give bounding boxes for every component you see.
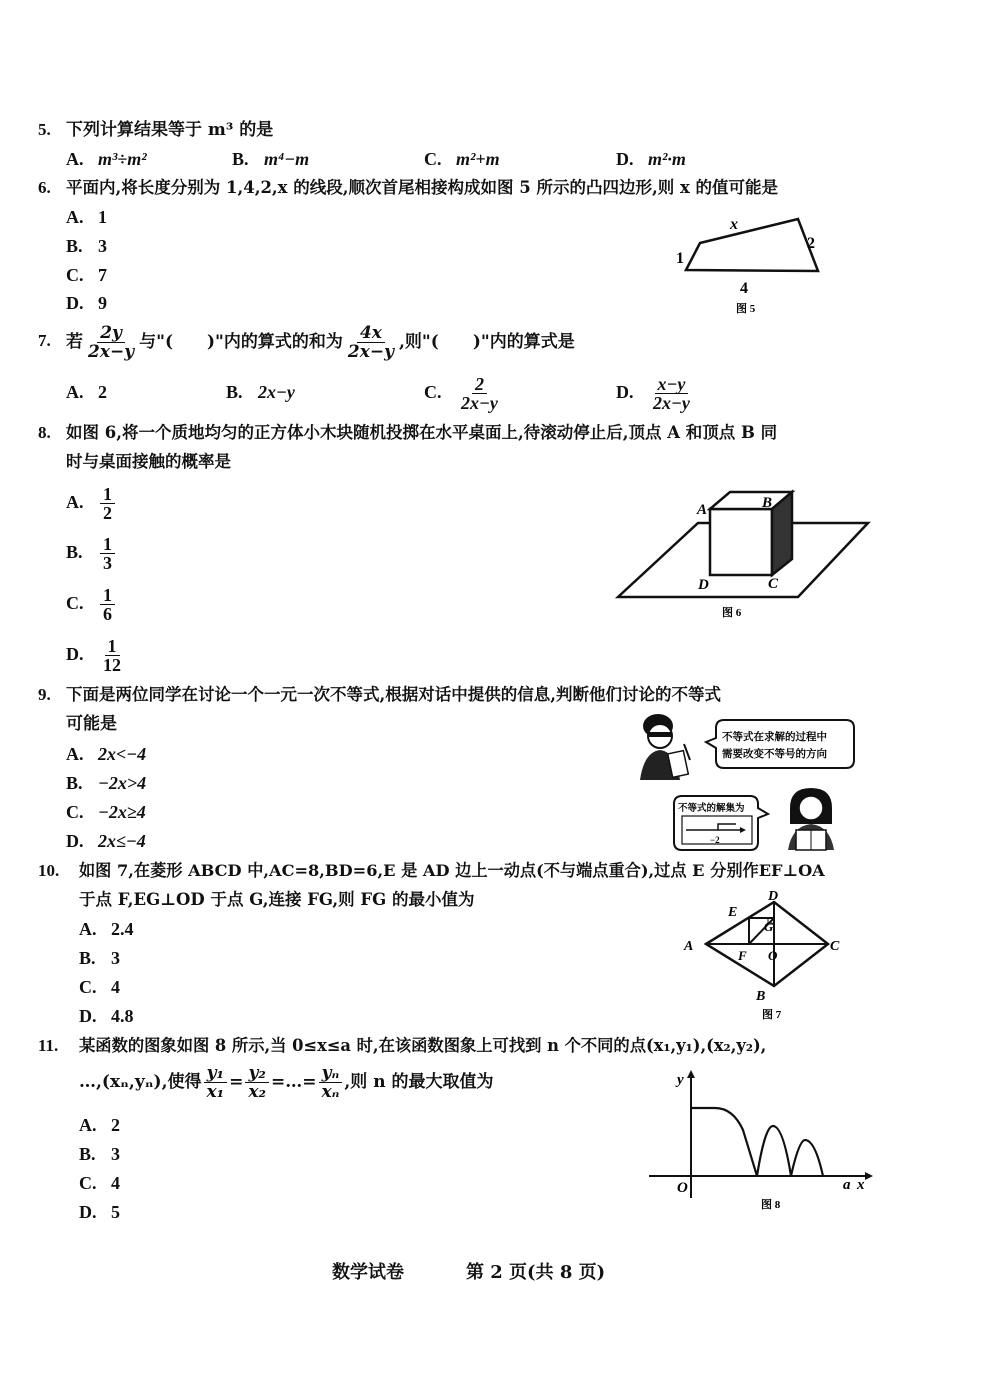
q8-option-d xyxy=(66,632,126,676)
fraction-numerator: yₙ xyxy=(319,1064,343,1083)
option-letter: D. xyxy=(616,149,634,169)
bubble1-line2: 需要改变不等号的方向 xyxy=(722,749,827,760)
q10-stem-line2: 于点 F,EG⊥OD 于点 G,连接 FG,则 FG 的最小值为 xyxy=(79,890,475,909)
q7-fraction-2 xyxy=(345,324,397,361)
fraction-denominator: 3 xyxy=(103,553,112,574)
q9-stem-line2: 可能是 xyxy=(66,714,117,734)
q10-option-a xyxy=(79,918,134,940)
option-letter: B. xyxy=(66,236,83,256)
option-text: 3 xyxy=(111,948,120,968)
option-text: m²·m xyxy=(648,149,686,169)
fig7-label-d: D xyxy=(768,889,779,904)
fig8-label-x: x xyxy=(857,1177,865,1193)
fig8-label-o: O xyxy=(677,1180,688,1196)
q9-stem-line1: 下面是两位同学在讨论一个一元一次不等式,根据对话中提供的信息,判断他们讨论的不等式 xyxy=(66,685,721,704)
y-axis-arrow xyxy=(687,1070,695,1078)
option-text: 2 xyxy=(98,382,107,402)
option-fraction xyxy=(100,637,124,674)
option-letter: A. xyxy=(66,149,84,169)
option-letter: A. xyxy=(66,382,84,402)
option-fraction xyxy=(650,375,693,412)
option-letter: B. xyxy=(79,948,96,968)
fig6-label-b: B xyxy=(762,495,773,511)
option-letter: B. xyxy=(79,1144,96,1164)
option-fraction xyxy=(100,535,115,572)
option-letter: B. xyxy=(66,542,83,562)
bubble2-value: −2 xyxy=(710,835,720,845)
q10-stem-line1: 如图 7,在菱形 ABCD 中,AC=8,BD=6,E 是 AD 边上一动点(不与端点重合),过点 E 分别作EF⊥OA xyxy=(79,861,825,880)
fig8-label-a: a xyxy=(843,1177,851,1193)
option-fraction xyxy=(458,375,501,412)
q9-option-c xyxy=(66,801,146,823)
q6-option-d xyxy=(66,292,107,314)
q5-number: 5. xyxy=(38,120,51,139)
q8-option-c xyxy=(66,581,117,625)
fraction-numerator: y₂ xyxy=(245,1064,268,1083)
fig8-caption: 图 8 xyxy=(761,1199,781,1211)
option-letter: A. xyxy=(79,919,97,939)
option-text: 3 xyxy=(98,236,107,256)
fraction-numerator: 2 xyxy=(472,375,487,394)
q6-number: 6. xyxy=(38,178,51,197)
fig6-caption: 图 6 xyxy=(722,607,742,619)
q7-option-d xyxy=(616,370,695,414)
option-letter: C. xyxy=(424,382,442,402)
q11-stem-line2 xyxy=(79,1062,494,1102)
fraction-denominator: 2x−y xyxy=(461,393,498,414)
option-letter: A. xyxy=(66,744,84,764)
q7-option-c xyxy=(424,370,503,414)
option-letter: A. xyxy=(79,1115,97,1135)
fig7-label-f: F xyxy=(738,948,747,963)
fraction-denominator: 2x−y xyxy=(88,342,135,362)
q6-option-b xyxy=(66,235,107,257)
fraction-denominator: x₂ xyxy=(248,1082,266,1102)
speech-bubble-1 xyxy=(706,720,854,768)
q8-option-a xyxy=(66,480,117,524)
q11-option-c xyxy=(79,1172,120,1194)
fig8-label-y: y xyxy=(677,1072,684,1088)
q10-option-c xyxy=(79,976,120,998)
option-letter: C. xyxy=(66,265,84,285)
option-text: 9 xyxy=(98,293,107,313)
fig7-label-o: O xyxy=(768,948,778,963)
fig6-label-a: A xyxy=(697,502,708,518)
option-text: m³÷m² xyxy=(98,149,147,169)
fig5-label-2: 2 xyxy=(807,235,815,252)
q7-option-a xyxy=(66,381,107,403)
q5-option-d xyxy=(616,148,686,170)
fraction-numerator: 2y xyxy=(97,324,125,343)
fig6-label-c: C xyxy=(768,576,779,592)
q10-option-b xyxy=(79,947,120,969)
fig5-label-x: x xyxy=(730,216,738,233)
fig7-label-g: G xyxy=(764,919,774,934)
q11-option-d xyxy=(79,1201,120,1223)
option-letter: C. xyxy=(66,802,84,822)
q7-stem xyxy=(66,322,575,362)
option-letter: D. xyxy=(66,644,84,664)
option-letter: C. xyxy=(66,593,84,613)
option-text: 1 xyxy=(98,207,107,227)
q8-stem-line1: 如图 6,将一个质地均匀的正方体小木块随机投掷在水平桌面上,待滚动停止后,顶点 A 和顶点 B 同 xyxy=(66,423,778,442)
q11-fraction-1 xyxy=(204,1064,228,1101)
fraction-numerator: 1 xyxy=(100,485,115,504)
fig7-label-a: A xyxy=(684,939,694,954)
fraction-denominator: xₙ xyxy=(321,1082,340,1102)
fig5-label-1: 1 xyxy=(676,250,684,267)
option-letter: D. xyxy=(79,1202,97,1222)
dialogue-figure xyxy=(636,708,866,853)
fraction-denominator: 6 xyxy=(103,604,112,625)
q11-stem-b: ,则 n 的最大取值为 xyxy=(344,1072,494,1092)
q11-stem-a: …,(xₙ,yₙ),使得 xyxy=(79,1072,202,1092)
fraction-denominator: 12 xyxy=(103,655,121,676)
option-text: 3 xyxy=(111,1144,120,1164)
option-text: 2.4 xyxy=(111,919,134,939)
fig7-label-b: B xyxy=(756,989,766,1004)
q5-option-b xyxy=(232,148,309,170)
q9-option-a xyxy=(66,743,146,765)
fraction-denominator: x₁ xyxy=(206,1082,225,1102)
q9-option-d xyxy=(66,830,146,852)
q5-option-c xyxy=(424,148,500,170)
q7-stem-a: 若 xyxy=(66,332,83,352)
q10-number: 10. xyxy=(38,861,60,880)
q7-option-b xyxy=(226,381,295,403)
q11-fraction-2 xyxy=(245,1064,269,1101)
q11-number: 11. xyxy=(38,1036,59,1055)
q8-option-b xyxy=(66,530,117,574)
option-letter: D. xyxy=(79,1006,97,1026)
option-letter: D. xyxy=(66,293,84,313)
fig7-caption: 图 7 xyxy=(762,1009,782,1021)
fraction-numerator: 4x xyxy=(357,324,385,343)
option-text: −2x≥4 xyxy=(98,802,146,822)
bubble1-line1: 不等式在求解的过程中 xyxy=(722,732,827,743)
option-text: 2x<−4 xyxy=(98,744,147,764)
q11-dots: =…= xyxy=(270,1072,317,1092)
footer-subject: 数学试卷 xyxy=(332,1262,404,1283)
fraction-denominator: 2x−y xyxy=(347,342,394,362)
figure-6 xyxy=(612,485,877,625)
q9-number: 9. xyxy=(38,685,51,704)
figure-5 xyxy=(670,205,830,320)
option-letter: B. xyxy=(226,382,243,402)
q7-fraction-1 xyxy=(85,324,137,361)
option-letter: B. xyxy=(66,773,83,793)
q9-option-b xyxy=(66,772,146,794)
option-text: 2x≤−4 xyxy=(98,831,146,851)
figure-7 xyxy=(680,888,850,1023)
fraction-numerator: y₁ xyxy=(204,1064,227,1083)
q6-option-a xyxy=(66,206,107,228)
q10-option-d xyxy=(79,1005,134,1027)
fraction-denominator: 2x−y xyxy=(653,393,690,414)
option-letter: C. xyxy=(79,1173,97,1193)
figure-8 xyxy=(645,1068,875,1218)
q5-stem: 下列计算结果等于 m³ 的是 xyxy=(66,120,274,140)
q11-equals: = xyxy=(229,1072,244,1092)
q6-option-c xyxy=(66,264,107,286)
quadrilateral-shape xyxy=(686,219,818,271)
fig7-label-c: C xyxy=(830,939,840,954)
option-text: m²+m xyxy=(456,149,500,169)
q11-option-b xyxy=(79,1143,120,1165)
option-fraction xyxy=(100,586,115,623)
option-text: 4 xyxy=(111,977,120,997)
option-letter: C. xyxy=(424,149,442,169)
fraction-numerator: 1 xyxy=(100,535,115,554)
q5-option-a xyxy=(66,148,147,170)
option-letter: A. xyxy=(66,492,84,512)
option-letter: D. xyxy=(66,831,84,851)
student-boy-icon xyxy=(640,714,690,780)
bubble2-text: 不等式的解集为 xyxy=(678,804,745,814)
option-letter: D. xyxy=(616,382,634,402)
fig6-label-d: D xyxy=(698,577,709,593)
fig7-label-e: E xyxy=(728,905,738,920)
q11-fraction-n xyxy=(318,1064,342,1101)
fraction-numerator: 1 xyxy=(100,586,115,605)
option-text: −2x>4 xyxy=(98,773,147,793)
option-letter: B. xyxy=(232,149,249,169)
option-text: 2x−y xyxy=(258,382,295,402)
fig5-caption: 图 5 xyxy=(736,303,756,315)
q7-number: 7. xyxy=(38,331,51,350)
option-fraction xyxy=(100,485,115,522)
option-letter: C. xyxy=(79,977,97,997)
option-text: 5 xyxy=(111,1202,120,1222)
student-girl-icon xyxy=(788,788,834,850)
fig5-label-4: 4 xyxy=(740,280,748,297)
option-text: m⁴−m xyxy=(264,149,310,169)
fraction-denominator: 2 xyxy=(103,503,112,524)
function-curve xyxy=(691,1108,823,1176)
footer-page-number: 第 2 页(共 8 页) xyxy=(466,1262,606,1283)
option-text: 4.8 xyxy=(111,1006,134,1026)
option-text: 2 xyxy=(111,1115,120,1135)
q7-stem-c: ,则"( )"内的算式是 xyxy=(399,332,575,352)
q11-stem-line1: 某函数的图象如图 8 所示,当 0≤x≤a 时,在该函数图象上可找到 n 个不同的点(x₁,y₁),(x₂,y₂), xyxy=(79,1036,767,1055)
fraction-numerator: 1 xyxy=(105,637,120,656)
q11-option-a xyxy=(79,1114,120,1136)
option-text: 4 xyxy=(111,1173,120,1193)
q6-stem: 平面内,将长度分别为 1,4,2,x 的线段,顺次首尾相接构成如图 5 所示的凸四边形,则 x 的值可能是 xyxy=(66,178,779,197)
q8-number: 8. xyxy=(38,423,51,442)
option-letter: A. xyxy=(66,207,84,227)
q8-stem-line2: 时与桌面接触的概率是 xyxy=(66,452,231,471)
fraction-numerator: x−y xyxy=(655,375,689,394)
q7-stem-b: 与"( )"内的算式的和为 xyxy=(139,332,343,352)
option-text: 7 xyxy=(98,265,107,285)
cube-front xyxy=(710,509,772,575)
x-axis-arrow xyxy=(865,1172,873,1180)
